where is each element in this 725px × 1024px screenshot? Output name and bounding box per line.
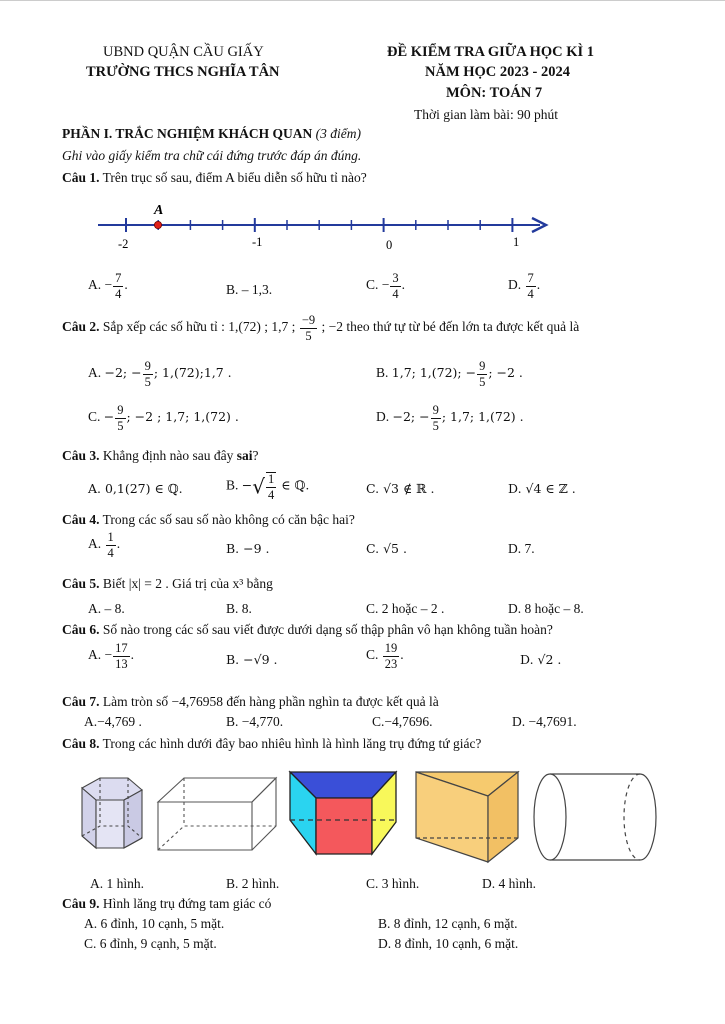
q2-b-post: ; −2 . <box>488 365 523 381</box>
q6-a-end: . <box>130 647 134 663</box>
q6-c-prefix: C. <box>366 647 379 663</box>
q4-a-end: . <box>116 536 121 552</box>
q3-end: ? <box>252 448 259 463</box>
q1-a-fraction <box>113 272 123 300</box>
q1-option-d <box>508 272 540 300</box>
q1-a-end: . <box>124 277 128 293</box>
q4-a-den: 4 <box>107 545 114 560</box>
q6-option-b: B. −√9 . <box>226 652 278 667</box>
triangular-prism-icon <box>416 772 518 862</box>
q6-a-num: 17 <box>115 641 128 655</box>
q2-d-pre: −2; − <box>392 409 430 425</box>
question-1 <box>62 170 367 186</box>
q1-a-den: 4 <box>115 286 122 301</box>
q4-label: Câu 4. <box>62 512 100 527</box>
q2-option-a <box>88 360 232 388</box>
q1-c-prefix: C. <box>366 277 379 293</box>
question-8 <box>62 736 481 752</box>
q8-option-b: B. 2 hình. <box>226 876 280 891</box>
tick-label-0: 0 <box>386 238 393 252</box>
q5-label: Câu 5. <box>62 576 100 591</box>
exam-title: ĐỀ KIỂM TRA GIỮA HỌC KÌ 1 <box>387 44 595 60</box>
question-6 <box>62 622 553 638</box>
part1-points: (3 điểm) <box>315 126 361 141</box>
q2-b-pre: 1,7; 1,(72); − <box>391 365 477 381</box>
q2-text-pre: Sắp xếp các số hữu tỉ : 1,(72) ; 1,7 ; <box>102 319 296 335</box>
rectangular-prism-icon <box>158 778 276 850</box>
q6-option-c <box>366 642 404 670</box>
q8-option-c: C. 3 hình. <box>366 876 420 891</box>
q9-option-a: A. 6 đỉnh, 10 cạnh, 5 mặt. <box>84 916 225 931</box>
q4-option-c: C. √5 . <box>366 541 407 556</box>
q2-d-prefix: D. <box>376 409 390 425</box>
q9-text: Hình lăng trụ đứng tam giác có <box>102 896 272 911</box>
q1-d-den: 4 <box>527 286 534 301</box>
q1-c-end: . <box>401 277 406 293</box>
q4-a-fraction <box>106 531 116 559</box>
q2-option-b <box>376 360 523 388</box>
tick-label-1: 1 <box>513 235 520 249</box>
q7-option-a: A.−4,769 . <box>84 714 142 729</box>
q1-option-b: B. – 1,3. <box>226 282 273 297</box>
q2-b-num: 9 <box>479 359 486 373</box>
cylinder-icon <box>534 774 656 860</box>
solids-figure <box>74 768 714 868</box>
q4-option-b: B. −9 . <box>226 541 270 556</box>
q5-option-c: C. 2 hoặc – 2 . <box>366 601 445 616</box>
q6-a-den: 13 <box>115 656 128 671</box>
q6-a-fraction <box>113 642 130 670</box>
q6-option-d: D. √2 . <box>520 652 562 667</box>
q6-text: Số nào trong các số sau viết được dưới dạng số thập phân vô hạn không tuần hoàn? <box>102 622 553 637</box>
q3-b-post: ∈ ℚ. <box>277 477 310 493</box>
q7-label: Câu 7. <box>62 694 100 709</box>
q2-c-post: ; −2 ; 1,7; 1,(72) . <box>126 409 239 425</box>
number-line <box>90 196 560 258</box>
q7-option-c: C.−4,7696. <box>372 714 433 729</box>
part1-title: PHẦN I. TRẮC NGHIỆM KHÁCH QUAN <box>62 126 313 141</box>
q5-option-d: D. 8 hoặc – 8. <box>508 601 584 616</box>
q2-c-fraction <box>115 404 125 432</box>
q3-option-c: C. √3 ∉ ℝ . <box>366 481 435 496</box>
q2-c-den: 5 <box>117 418 124 433</box>
q8-text: Trong các hình dưới đây bao nhiêu hình là hình lăng trụ đứng tứ giác? <box>102 736 482 751</box>
q6-a-sign: − <box>104 647 113 663</box>
q7-option-d: D. −4,7691. <box>512 714 577 729</box>
hexagonal-prism-icon <box>82 778 142 848</box>
duration: Thời gian làm bài: 90 phút <box>414 107 558 122</box>
q6-label: Câu 6. <box>62 622 100 637</box>
q3-option-d: D. √4 ∈ ℤ . <box>508 481 576 496</box>
q2-a-prefix: A. <box>88 365 102 381</box>
q7-text: Làm tròn số −4,76958 đến hàng phần nghìn ta được kết quả là <box>102 694 439 709</box>
q1-d-fraction <box>526 272 536 300</box>
q1-label: Câu 1. <box>62 170 100 185</box>
question-3 <box>62 448 259 464</box>
q2-b-prefix: B. <box>376 365 389 381</box>
q1-c-den: 4 <box>392 286 399 301</box>
q3-option-a: A. 0,1(27) ∈ ℚ. <box>88 481 183 496</box>
q3-b-num: 1 <box>268 472 275 486</box>
q1-d-end: . <box>536 277 541 293</box>
q3-option-b <box>226 472 309 501</box>
school-year: NĂM HỌC 2023 - 2024 <box>425 64 570 80</box>
top-border <box>0 0 725 1</box>
q1-a-num: 7 <box>115 271 122 285</box>
q3-b-den: 4 <box>268 487 275 502</box>
point-a-label: A <box>154 203 164 218</box>
q2-d-post: ; 1,7; 1,(72) . <box>441 409 524 425</box>
q4-option-d: D. 7. <box>508 541 535 556</box>
q2-d-den: 5 <box>432 418 439 433</box>
tick-label-neg1: -1 <box>252 235 263 249</box>
q1-c-num: 3 <box>392 271 399 285</box>
q1-d-prefix: D. <box>508 277 522 293</box>
q2-a-fraction <box>143 360 153 388</box>
question-5 <box>62 576 273 592</box>
q3-b-pre: − <box>241 477 253 493</box>
q8-option-a: A. 1 hình. <box>90 876 144 891</box>
question-2 <box>62 314 579 342</box>
q3-b-prefix: B. <box>226 477 239 493</box>
q9-option-b: B. 8 đỉnh, 12 cạnh, 6 mặt. <box>378 916 518 931</box>
colored-prism-icon <box>290 772 396 854</box>
q5-option-a: A. – 8. <box>88 601 125 616</box>
part1-instruction: Ghi vào giấy kiểm tra chữ cái đứng trước đáp án đúng. <box>62 148 362 163</box>
q9-option-d: D. 8 đỉnh, 10 cạnh, 6 mặt. <box>378 936 519 951</box>
question-7 <box>62 694 439 710</box>
q2-label: Câu 2. <box>62 319 100 335</box>
q9-option-c: C. 6 đỉnh, 9 cạnh, 5 mặt. <box>84 936 217 951</box>
q2-d-num: 9 <box>432 403 439 417</box>
q1-c-fraction <box>390 272 400 300</box>
q3-text: Khẳng định nào sau đây <box>102 448 234 463</box>
q2-c-prefix: C. <box>88 409 101 425</box>
q1-option-a <box>88 272 128 300</box>
q6-c-fraction <box>383 642 400 670</box>
subject: MÔN: TOÁN 7 <box>446 85 543 101</box>
q4-a-num: 1 <box>107 530 114 544</box>
q2-b-fraction <box>477 360 487 388</box>
q2-option-d <box>376 404 524 432</box>
q6-c-end: . <box>400 647 404 663</box>
q2-text-post: ; −2 theo thứ tự từ bé đến lớn ta được kết quả là <box>321 319 580 335</box>
question-4 <box>62 512 355 528</box>
district-name: UBND QUẬN CẦU GIẤY <box>103 44 264 60</box>
q2-a-pre: −2; − <box>104 365 142 381</box>
q4-a-prefix: A. <box>88 536 102 552</box>
point-a-marker <box>154 221 161 228</box>
q5-option-b: B. 8. <box>226 601 252 616</box>
q2-fraction <box>300 314 317 342</box>
q2-a-num: 9 <box>144 359 151 373</box>
q2-d-fraction <box>431 404 441 432</box>
q8-label: Câu 8. <box>62 736 100 751</box>
q7-option-b: B. −4,770. <box>226 714 284 729</box>
question-9 <box>62 896 271 912</box>
q9-label: Câu 9. <box>62 896 100 911</box>
sqrt-sign-icon: √ <box>252 474 265 499</box>
q2-a-post: ; 1,(72);1,7 . <box>153 365 232 381</box>
q1-option-c <box>366 272 405 300</box>
q2-c-pre: − <box>103 409 115 425</box>
q3-label: Câu 3. <box>62 448 100 463</box>
q2-option-c <box>88 404 239 432</box>
school-name: TRƯỜNG THCS NGHĨA TÂN <box>86 64 280 80</box>
q2-frac-num: −9 <box>301 313 316 327</box>
q1-text: Trên trục số sau, điểm A biểu diễn số hữu tỉ nào? <box>102 170 367 185</box>
q2-c-num: 9 <box>117 403 124 417</box>
q5-text: Biết |x| = 2 . Giá trị của x³ bằng <box>102 576 273 591</box>
q2-b-den: 5 <box>479 374 486 389</box>
q1-a-prefix: A. <box>88 277 102 293</box>
q6-a-prefix: A. <box>88 647 102 663</box>
q2-a-den: 5 <box>144 374 151 389</box>
q1-d-num: 7 <box>527 271 534 285</box>
q1-c-sign: − <box>381 277 390 293</box>
q3-emphasis: sai <box>236 448 253 463</box>
q6-c-den: 23 <box>384 656 398 671</box>
q3-b-fraction <box>266 472 276 501</box>
q4-text: Trong các số sau số nào không có căn bậc hai? <box>102 512 355 527</box>
q6-c-num: 19 <box>384 641 398 655</box>
q1-a-sign: − <box>104 277 113 293</box>
q4-option-a <box>88 531 120 559</box>
part1-heading <box>62 126 361 142</box>
q8-option-d: D. 4 hình. <box>482 876 536 891</box>
tick-label-neg2: -2 <box>118 237 129 251</box>
q2-frac-den: 5 <box>305 328 312 343</box>
q6-option-a <box>88 642 134 670</box>
